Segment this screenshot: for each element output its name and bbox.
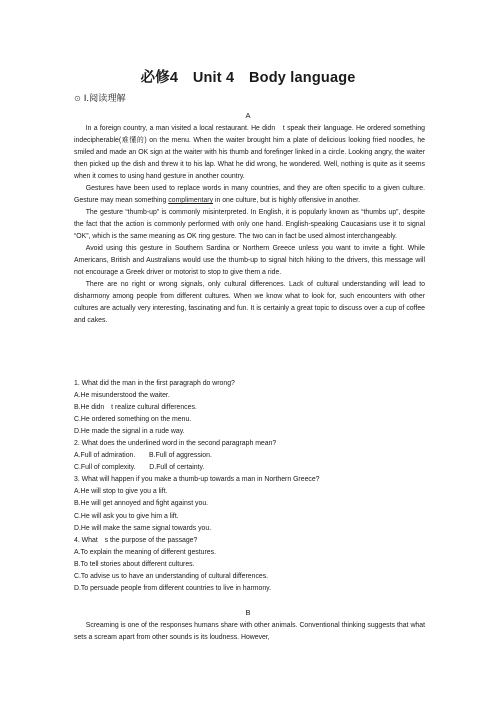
p2-text-before: Gestures have been used to replace words in many countries, and they are often specific to a given culture. Gesture may mean something <box>74 185 425 204</box>
question-4-option-a: A.To explain the meaning of different gestures. <box>74 548 216 556</box>
question-4-option-b: B.To tell stories about different cultures. <box>74 560 195 568</box>
passage-a-paragraph-3: The gesture “thumb-up” is commonly misinterpreted. In English, it is popularly known as “thumbs up”, despite the fact that the action is commonly performed with only one hand. English-speaking Caucasians use it to signal “OK”, which is the same meaning as OK ring gesture. The two can in fact be used almost interchangeably. <box>74 209 425 240</box>
passage-a-paragraph-1: In a foreign country, a man visited a local restaurant. He didn t speak their language. He ordered something indecipherable(难懂的) on the menu. When the waiter brought him a plate of delicious looking fried noodles, he smiled and made an OK sign at the waiter with his thumb and forefinger linked in a circle. Looking angry, the waiter then picked up the dish and threw it to his lap. What he did wrong, he wondered. Well, nothing is quite as it seems when it comes to using hand gesture in another country. <box>74 125 425 180</box>
passage-b-paragraph-1: Screaming is one of the responses humans share with other animals. Conventional thinking suggests that what sets a scream apart from other sounds is its loudness. However, <box>74 622 425 641</box>
question-3-option-c: C.He will ask you to give him a lift. <box>74 512 179 520</box>
question-3-option-b: B.He will get annoyed and fight against you. <box>74 500 209 508</box>
question-3: 3. What will happen if you make a thumb-up towards a man in Northern Greece? <box>74 476 320 484</box>
question-4-option-d: D.To persuade people from different countries to live in harmony. <box>74 584 271 592</box>
passage-b-label: B <box>245 608 251 617</box>
question-1: 1. What did the man in the first paragraph do wrong? <box>74 380 235 387</box>
circle-bullet-icon: ⊙ <box>74 94 81 103</box>
passage-a-paragraph-4: Avoid using this gesture in Southern Sardina or Northern Greece unless you want to invite a fight. While Americans, British and Australians would use the thumb-up to signal hitch hiking to the drivers, this message will not encourage a Greek driver or motorist to stop to give them a ride. <box>74 245 425 276</box>
question-1-option-a: A.He misunderstood the waiter. <box>74 392 170 400</box>
section-heading <box>74 90 126 104</box>
passage-a <box>74 123 425 327</box>
p2-text-after: in one culture, but is highly offensive in another. <box>213 197 360 204</box>
passage-a-paragraph-2 <box>74 183 425 207</box>
passage-a-paragraph-5: There are no right or wrong signals, only cultural differences. Lack of cultural understanding will lead to disharmony among people from different cultures. When we know what to look for, such encounters with other cultures are actually very interesting, fascinating and fun. It is certainly a great topic to discuss over a cup of coffee and cakes. <box>74 281 425 324</box>
question-2: 2. What does the underlined word in the second paragraph mean? <box>74 440 277 448</box>
passage-a-label: A <box>245 111 251 120</box>
passage-b <box>74 620 425 644</box>
question-4: 4. What s the purpose of the passage? <box>74 536 198 544</box>
questions <box>74 378 425 595</box>
question-3-option-a: A.He will stop to give you a lift. <box>74 488 168 496</box>
question-4-option-c: C.To advise us to have an understanding of cultural differences. <box>74 572 269 580</box>
question-2-options-ab: A.Full of admiration. B.Full of aggression. <box>74 452 212 460</box>
underlined-word: complimentary <box>168 197 214 204</box>
question-3-option-d: D.He will make the same signal towards you. <box>74 524 212 532</box>
page-title: 必修4 Unit 4 Body language <box>140 70 356 86</box>
question-1-option-b: B.He didn t realize cultural differences. <box>74 404 197 412</box>
question-1-option-c: C.He ordered something on the menu. <box>74 416 192 424</box>
section-label: Ⅰ.阅读理解 <box>83 93 126 103</box>
question-2-options-cd: C.Full of complexity. D.Full of certainty. <box>74 464 205 472</box>
question-1-option-d: D.He made the signal in a rude way. <box>74 428 185 436</box>
